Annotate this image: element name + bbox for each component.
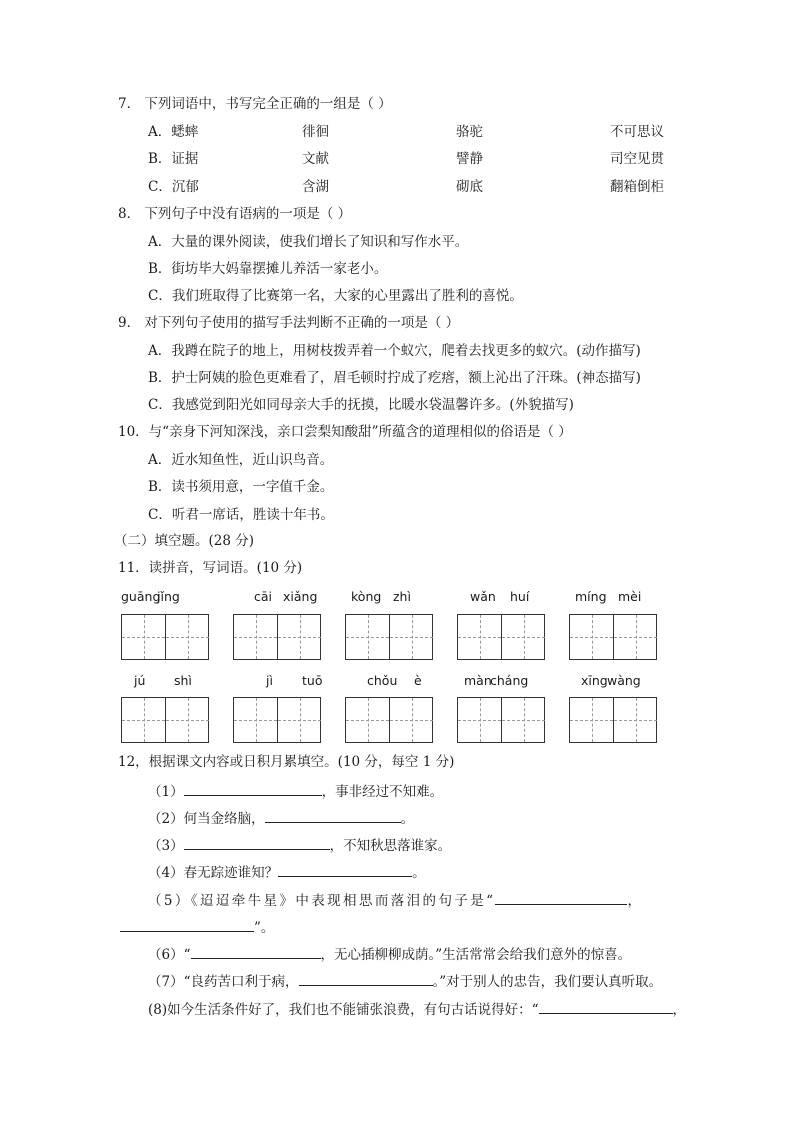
answer-blank[interactable] [184, 780, 322, 796]
q10-option-b: B．读书须用意，一字值千金。 [148, 479, 334, 495]
pinyin: cháng [490, 673, 529, 688]
pinyin: huí [510, 589, 530, 604]
answer-blank[interactable] [278, 861, 412, 877]
q7-option-b-4: 司空见贯 [610, 151, 664, 167]
pinyin: xiǎng [283, 589, 318, 604]
q7-option-a-4: 不可思议 [610, 124, 664, 140]
q8-option-c: C．我们班取得了比赛第一名，大家的心里露出了胜利的喜悦。 [148, 288, 523, 304]
q12-item-4-suffix: 。 [412, 865, 426, 881]
q7-option-c-3: 砌底 [456, 179, 483, 195]
q7-option-c-1: C．沉郁 [148, 179, 199, 195]
q7-option-c-2: 含湖 [302, 179, 329, 195]
pinyin: mèi [618, 589, 642, 604]
q12-item-3-prefix: （3） [148, 838, 184, 854]
q12-item-5-mid: ， [627, 893, 644, 909]
q10-option-c: C．听君一席话，胜读十年书。 [148, 507, 334, 523]
q12-item-7-prefix: （7）“良药苦口利于病， [148, 974, 299, 990]
writing-grid[interactable] [569, 614, 657, 660]
q12-item-7-suffix: 。”对于别人的忠告，我们要认真听取。 [432, 974, 663, 990]
pinyin: wàng [607, 673, 641, 688]
q12-item-6-suffix: ，无心插柳柳成荫。”生活常常会给我们意外的惊喜。 [320, 947, 632, 963]
pinyin: xīng [581, 673, 608, 688]
q12-item-5-cont [120, 916, 274, 936]
q7-option-b-3: 譬静 [456, 151, 483, 167]
q10-stem: 10．与“亲身下河知深浅，亲口尝梨知酸甜”所蕴含的道理相似的俗语是（ ） [118, 424, 572, 440]
q8-option-a: A．大量的课外阅读，使我们增长了知识和写作水平。 [148, 234, 469, 250]
answer-blank[interactable] [299, 970, 433, 986]
pinyin: jì [266, 673, 273, 688]
q12-item-1 [148, 780, 443, 800]
pinyin: jǐng [157, 589, 180, 604]
answer-blank[interactable] [120, 916, 254, 932]
pinyin: wǎn [470, 589, 496, 604]
answer-blank[interactable] [495, 889, 627, 905]
q12-item-3-suffix: ，不知秋思落谁家。 [329, 838, 452, 854]
writing-grid[interactable] [121, 614, 209, 660]
answer-blank[interactable] [539, 998, 673, 1014]
q7-option-a-3: 骆驼 [456, 124, 483, 140]
q12-item-5-prefix: （5）《迢迢牵牛星》中表现相思而落泪的句子是“ [148, 893, 496, 909]
q12-item-5-suffix: ”。 [254, 920, 275, 936]
pinyin: kòng [351, 589, 382, 604]
q7-option-b-2: 文献 [302, 151, 329, 167]
q11-stem: 11．读拼音，写词语。(10 分) [118, 560, 303, 576]
q12-item-2-prefix: （2）何当金络脑， [148, 811, 265, 827]
answer-blank[interactable] [191, 943, 321, 959]
q12-stem: 12，根据课文内容或日积月累填空。(10 分，每空 1 分) [118, 754, 455, 770]
pinyin: míng [575, 589, 607, 604]
writing-grid[interactable] [121, 697, 209, 743]
q7-option-c-4: 翻箱倒柜 [610, 179, 664, 195]
q12-item-4-prefix: （4）春无踪迹谁知？ [148, 865, 279, 881]
q9-option-a: A．我蹲在院子的地上，用树枝拨弄着一个蚁穴，爬着去找更多的蚁穴。(动作描写) [148, 343, 641, 359]
pinyin: è [414, 673, 422, 688]
writing-grid[interactable] [233, 697, 321, 743]
q12-item-4 [148, 861, 426, 881]
q12-item-5 [148, 889, 643, 909]
q7-option-b-1: B．证据 [148, 151, 199, 167]
q8-stem: 8． 下列句子中没有语病的一项是（ ） [118, 206, 352, 222]
q10-option-a: A．近水知鱼性，近山识鸟音。 [148, 452, 334, 468]
q12-item-8 [148, 998, 686, 1018]
q9-option-b: B．护士阿姨的脸色更难看了，眉毛顿时拧成了疙瘩，额上沁出了汗珠。(神态描写) [148, 370, 641, 386]
writing-grid[interactable] [345, 614, 433, 660]
pinyin: màn [464, 673, 492, 688]
pinyin: jú [134, 673, 146, 688]
q9-option-c: C．我感觉到阳光如同母亲大手的抚摸，比暖水袋温馨许多。(外貌描写) [148, 397, 574, 413]
q7-option-a-2: 徘徊 [302, 124, 329, 140]
section-heading: （二）填空题。(28 分) [114, 533, 255, 549]
writing-grid[interactable] [345, 697, 433, 743]
q7-stem: 7． 下列词语中，书写完全正确的一组是（ ） [118, 96, 392, 112]
pinyin: shì [174, 673, 192, 688]
pinyin: guāng [121, 589, 161, 604]
q12-item-1-prefix: （1） [148, 784, 184, 800]
answer-blank[interactable] [184, 834, 330, 850]
q12-item-3 [148, 834, 451, 854]
writing-grid[interactable] [457, 614, 545, 660]
q8-option-b: B．街坊毕大妈靠摆摊儿养活一家老小。 [148, 261, 388, 277]
writing-grid[interactable] [569, 697, 657, 743]
q12-item-6-prefix: （6）“ [148, 947, 191, 963]
q12-item-6 [148, 943, 631, 963]
q12-item-8-prefix: (8)如今生活条件好了，我们也不能铺张浪费，有句古话说得好：“ [148, 1002, 539, 1018]
q12-item-1-suffix: ，事非经过不知难。 [321, 784, 444, 800]
q9-stem: 9． 对下列句子使用的描写手法判断不正确的一项是（ ） [118, 315, 460, 331]
pinyin: zhì [393, 589, 411, 604]
q12-item-2 [148, 807, 414, 827]
q12-item-2-suffix: 。 [400, 811, 415, 827]
pinyin: chǒu [367, 673, 398, 688]
q12-item-7 [148, 970, 662, 990]
answer-blank[interactable] [265, 807, 401, 823]
pinyin: cāi [254, 589, 273, 604]
writing-grid[interactable] [457, 697, 545, 743]
q7-option-a-1: A．蟋蟀 [148, 124, 199, 140]
writing-grid[interactable] [233, 614, 321, 660]
q12-item-8-suffix: ， [672, 1002, 687, 1018]
pinyin: tuō [302, 673, 323, 688]
